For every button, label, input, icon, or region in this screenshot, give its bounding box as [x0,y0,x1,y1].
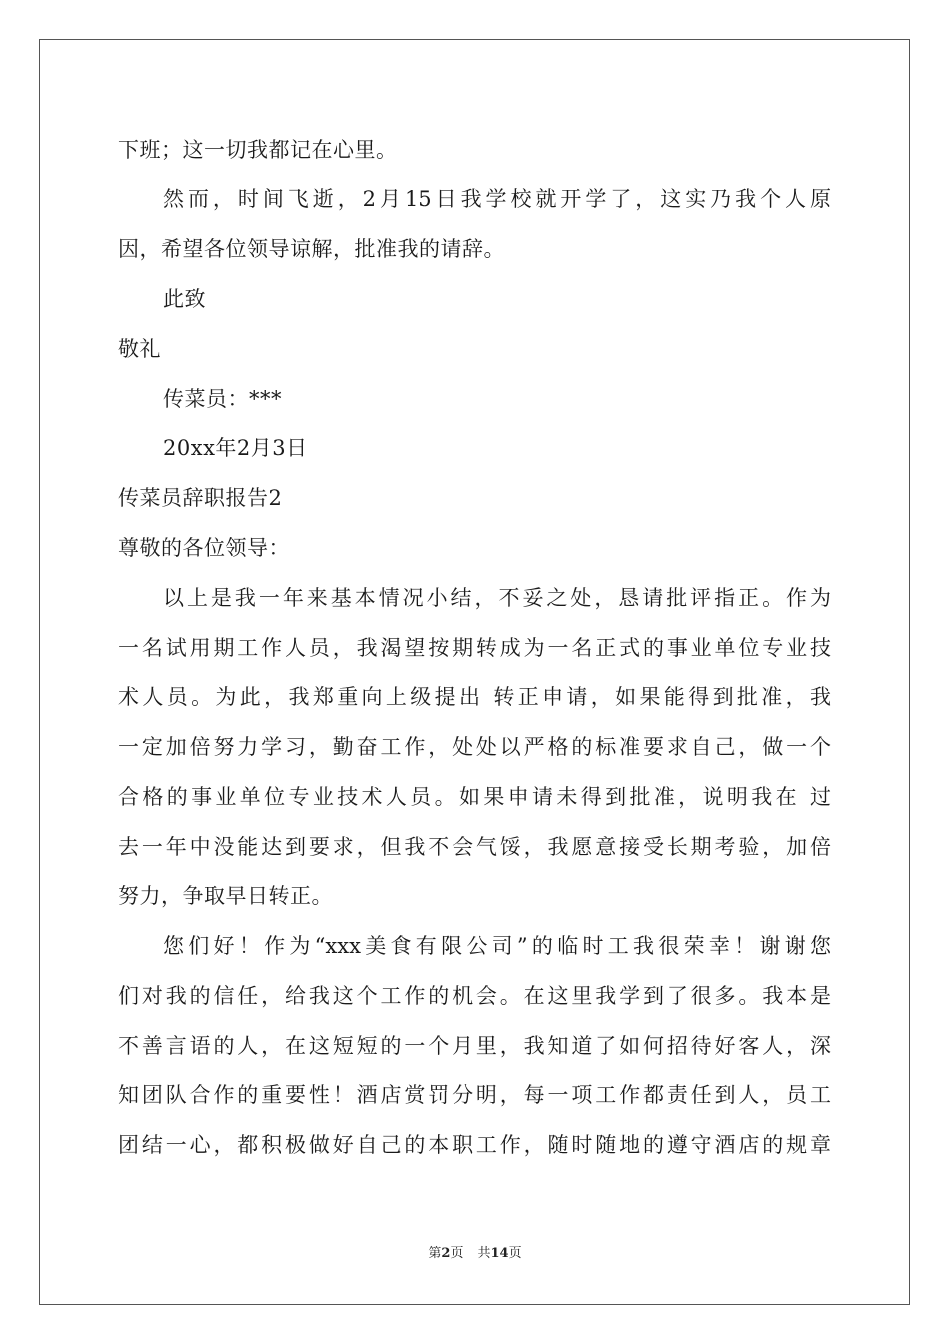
greeting-line: 尊敬的各位领导： [118,536,290,560]
body-line-21: 团结一心，都积极做好自己的本职工作，随时随地的遵守酒店的规章 [118,1133,831,1157]
body-line-17: 您们好！作为“xxx美食有限公司”的临时工我很荣幸！谢谢您 [163,934,831,958]
body-line-20: 知团队合作的重要性！酒店赏罚分明，每一项工作都责任到人，员工 [118,1083,831,1107]
body-line-14: 合格的事业单位专业技术人员。如果申请未得到批准，说明我在 过 [118,785,831,809]
section-title: 传菜员辞职报告2 [118,486,283,510]
body-line-3: 因，希望各位领导谅解，批准我的请辞。 [118,237,505,261]
page-prefix: 第 [428,1246,442,1261]
body-line-10: 以上是我一年来基本情况小结，不妥之处，恳请批评指正。作为 [163,586,831,610]
body-line-11: 一名试用期工作人员，我渴望按期转成为一名正式的事业单位专业技 [118,636,831,660]
body-line-12: 术人员。为此，我郑重向上级提出 转正申请，如果能得到批准，我 [118,685,831,709]
page-frame [39,39,910,1305]
page-number: 2 [441,1246,451,1261]
total-pages: 14 [490,1246,509,1261]
page-suffix: 页 [450,1246,464,1261]
body-line-18: 们对我的信任，给我这个工作的机会。在这里我学到了很多。我本是 [118,984,831,1008]
body-line-13: 一定加倍努力学习，勤奋工作，处处以严格的标准要求自己，做一个 [118,735,831,759]
body-line-16: 努力，争取早日转正。 [118,884,333,908]
body-line-2: 然而，时间飞逝，2月15日我学校就开学了，这实乃我个人原 [163,187,831,211]
salutation-line: 此致 [163,287,206,311]
closing-line: 敬礼 [118,337,161,361]
signature-line: 传菜员：*** [163,387,282,411]
total-suffix: 页 [508,1246,522,1261]
body-line-19: 不善言语的人，在这短短的一个月里，我知道了如何招待好客人，深 [118,1034,831,1058]
body-line-15: 去一年中没能达到要求，但我不会气馁，我愿意接受长期考验，加倍 [118,835,831,859]
body-line-1: 下班；这一切我都记在心里。 [118,138,398,162]
page-footer [0,1245,950,1263]
total-prefix: 共 [477,1246,491,1261]
date-line: 20xx年2月3日 [163,436,308,460]
